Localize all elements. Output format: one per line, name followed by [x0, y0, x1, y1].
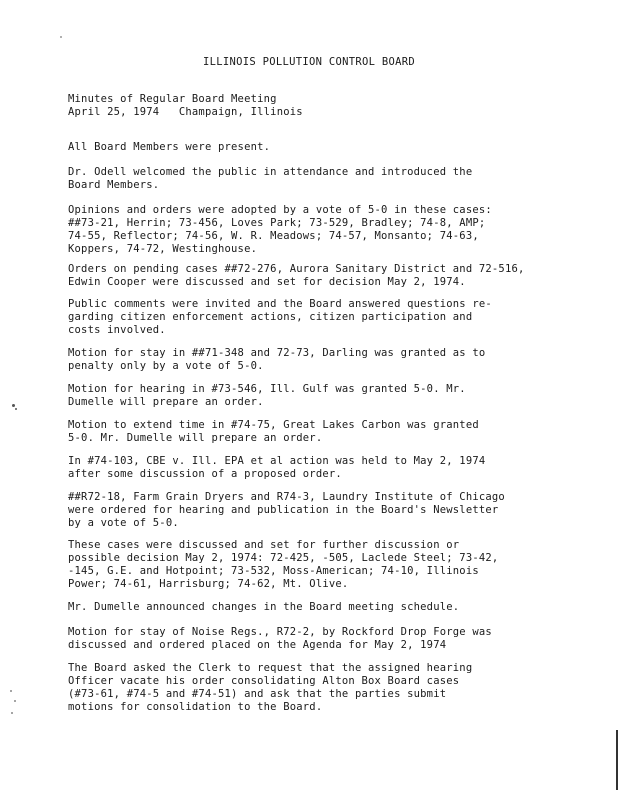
paragraph-line: penalty only by a vote of 5-0. — [68, 360, 264, 372]
paragraph-line: All Board Members were present. — [68, 141, 271, 153]
paragraph-line: Motion for stay in ##71-348 and 72-73, Darling was granted as to — [68, 347, 486, 359]
paragraph-line: Motion for stay of Noise Regs., R72-2, by Rockford Drop Forge was — [68, 626, 492, 638]
meeting-date-line: April 25, 1974 Champaign, Illinois — [68, 106, 303, 118]
paragraph-line: ##R72-18, Farm Grain Dryers and R74-3, Laundry Institute of Chicago — [68, 491, 505, 503]
scan-speck — [14, 700, 16, 702]
paragraph-line: Public comments were invited and the Board answered questions re- — [68, 298, 492, 310]
paragraph-line: Dr. Odell welcomed the public in attendance and introduced the — [68, 166, 473, 178]
paragraph-line: -145, G.E. and Hotpoint; 73-532, Moss-American; 74-10, Illinois — [68, 565, 479, 577]
scan-speck — [11, 712, 13, 714]
scan-speck — [15, 408, 17, 410]
paragraph-line: ##73-21, Herrin; 73-456, Loves Park; 73-529, Bradley; 74-8, AMP; — [68, 217, 486, 229]
paragraph-line: Motion for hearing in #73-546, Ill. Gulf was granted 5-0. Mr. — [68, 383, 466, 395]
paragraph-line: possible decision May 2, 1974: 72-425, -505, Laclede Steel; 73-42, — [68, 552, 499, 564]
paragraph-line: 74-55, Reflector; 74-56, W. R. Meadows; 74-57, Monsanto; 74-63, — [68, 230, 479, 242]
paragraph-line: Officer vacate his order consolidating Alton Box Board cases — [68, 675, 460, 687]
paragraph-line: (#73-61, #74-5 and #74-51) and ask that the parties submit — [68, 688, 447, 700]
paragraph-line: These cases were discussed and set for further discussion or — [68, 539, 460, 551]
paragraph-line: Edwin Cooper were discussed and set for decision May 2, 1974. — [68, 276, 466, 288]
document-title: ILLINOIS POLLUTION CONTROL BOARD — [203, 56, 415, 68]
paragraph-line: Koppers, 74-72, Westinghouse. — [68, 243, 258, 255]
paragraph-line: after some discussion of a proposed order. — [68, 468, 342, 480]
paragraph-line: garding citizen enforcement actions, citizen participation and — [68, 311, 473, 323]
paragraph-line: Motion to extend time in #74-75, Great Lakes Carbon was granted — [68, 419, 479, 431]
scan-speck — [60, 36, 62, 38]
paragraph-line: by a vote of 5-0. — [68, 517, 179, 529]
paragraph-line: Orders on pending cases ##72-276, Aurora Sanitary District and 72-516, — [68, 263, 525, 275]
paragraph-line: Mr. Dumelle announced changes in the Board meeting schedule. — [68, 601, 460, 613]
scan-speck — [12, 404, 15, 407]
paragraph-line: Board Members. — [68, 179, 160, 191]
paragraph-line: discussed and ordered placed on the Agenda for May 2, 1974 — [68, 639, 447, 651]
scan-speck — [10, 690, 12, 692]
paragraph-line: 5-0. Mr. Dumelle will prepare an order. — [68, 432, 323, 444]
meeting-title-line: Minutes of Regular Board Meeting — [68, 93, 277, 105]
paragraph-line: motions for consolidation to the Board. — [68, 701, 323, 713]
paragraph-line: Opinions and orders were adopted by a vote of 5-0 in these cases: — [68, 204, 492, 216]
paragraph-line: Dumelle will prepare an order. — [68, 396, 264, 408]
paragraph-line: costs involved. — [68, 324, 166, 336]
paragraph-line: were ordered for hearing and publication in the Board's Newsletter — [68, 504, 499, 516]
paragraph-line: Power; 74-61, Harrisburg; 74-62, Mt. Olive. — [68, 578, 349, 590]
paragraph-line: In #74-103, CBE v. Ill. EPA et al action was held to May 2, 1974 — [68, 455, 486, 467]
paragraph-line: The Board asked the Clerk to request that the assigned hearing — [68, 662, 473, 674]
